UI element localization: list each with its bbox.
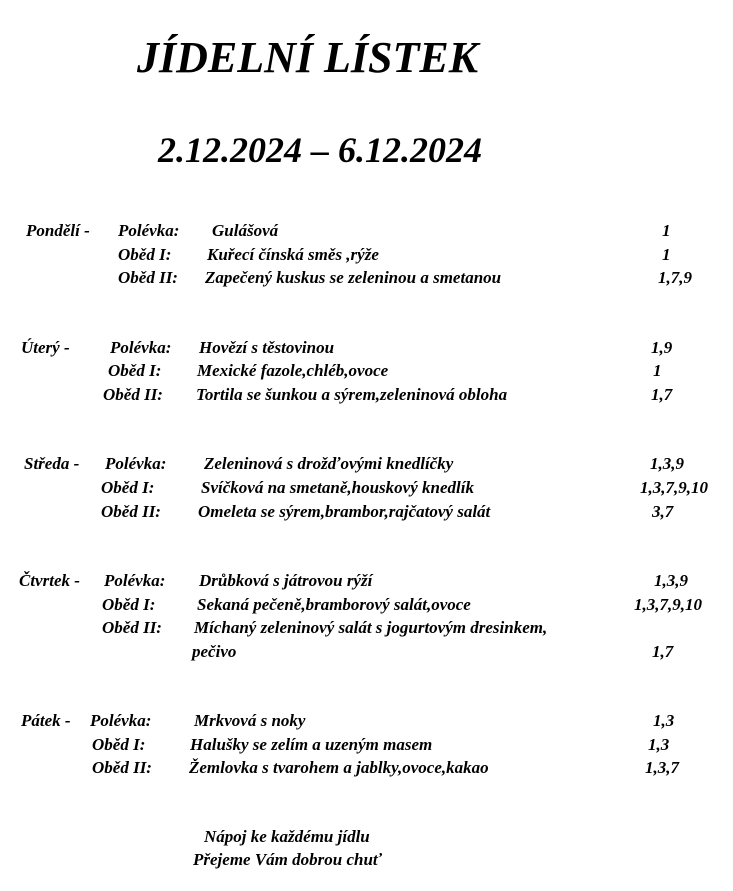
dish-name: Zeleninová s drožďovými knedlíčky [204,454,454,473]
dish-name: Mexické fazole,chléb,ovoce [197,361,389,380]
day-label: Čtvrtek - [19,571,80,590]
allergens: 3,7 [652,502,674,521]
course-label: Oběd II: [101,502,161,521]
course-label: Polévka: [90,711,152,730]
dish-name: Zapečený kuskus se zeleninou a smetanou [205,268,502,287]
allergens: 1 [662,221,671,240]
day-label: Úterý - [21,338,70,357]
dish-name: Gulášová [212,221,279,240]
dish-name: Žemlovka s tvarohem a jablky,ovoce,kakao [189,758,489,777]
course-label: Oběd I: [118,245,172,264]
allergens: 1,7,9 [658,268,692,287]
allergens: 1,7 [652,642,674,661]
course-label: Oběd II: [102,618,162,637]
day-label: Pondělí - [26,221,90,240]
course-label: Oběd I: [92,735,146,754]
day-label: Pátek - [21,711,71,730]
dish-name: Omeleta se sýrem,brambor,rajčatový salát [198,502,491,521]
date-range: 2.12.2024 – 6.12.2024 [158,130,482,170]
allergens: 1 [653,361,662,380]
dish-name: Míchaný zeleninový salát s jogurtovým dresinkem, [194,618,548,637]
dish-name: Mrkvová s noky [194,711,306,730]
footer-drink-note: Nápoj ke každému jídlu [204,827,370,846]
course-label: Polévka: [110,338,172,357]
allergens: 1,3,7,9,10 [640,478,708,497]
dish-name: Hovězí s těstovinou [199,338,335,357]
course-label: Oběd I: [102,595,156,614]
dish-name: Kuřecí čínská směs ,rýže [207,245,379,264]
allergens: 1,7 [651,385,673,404]
dish-name: Svíčková na smetaně,houskový knedlík [201,478,474,497]
allergens: 1,3,7 [645,758,679,777]
course-label: Oběd II: [92,758,152,777]
day-label: Středa - [24,454,80,473]
dish-name: Sekaná pečeně,bramborový salát,ovoce [197,595,471,614]
course-label: Oběd I: [101,478,155,497]
footer-greeting: Přejeme Vám dobrou chuť [193,850,382,869]
allergens: 1,3,9 [650,454,684,473]
course-label: Oběd II: [103,385,163,404]
allergens: 1,3 [653,711,675,730]
course-label: Polévka: [104,571,166,590]
menu-title: JÍDELNÍ LÍSTEK [137,33,479,82]
course-label: Oběd I: [108,361,162,380]
course-label: Polévka: [105,454,167,473]
allergens: 1,3 [648,735,670,754]
dish-name-continued: pečivo [192,642,237,661]
course-label: Oběd II: [118,268,178,287]
allergens: 1,9 [651,338,673,357]
dish-name: Tortila se šunkou a sýrem,zeleninová obloha [196,385,508,404]
course-label: Polévka: [118,221,180,240]
allergens: 1,3,9 [654,571,688,590]
allergens: 1,3,7,9,10 [634,595,702,614]
dish-name: Drůbková s játrovou rýží [199,571,373,590]
allergens: 1 [662,245,671,264]
dish-name: Halušky se zelím a uzeným masem [190,735,433,754]
